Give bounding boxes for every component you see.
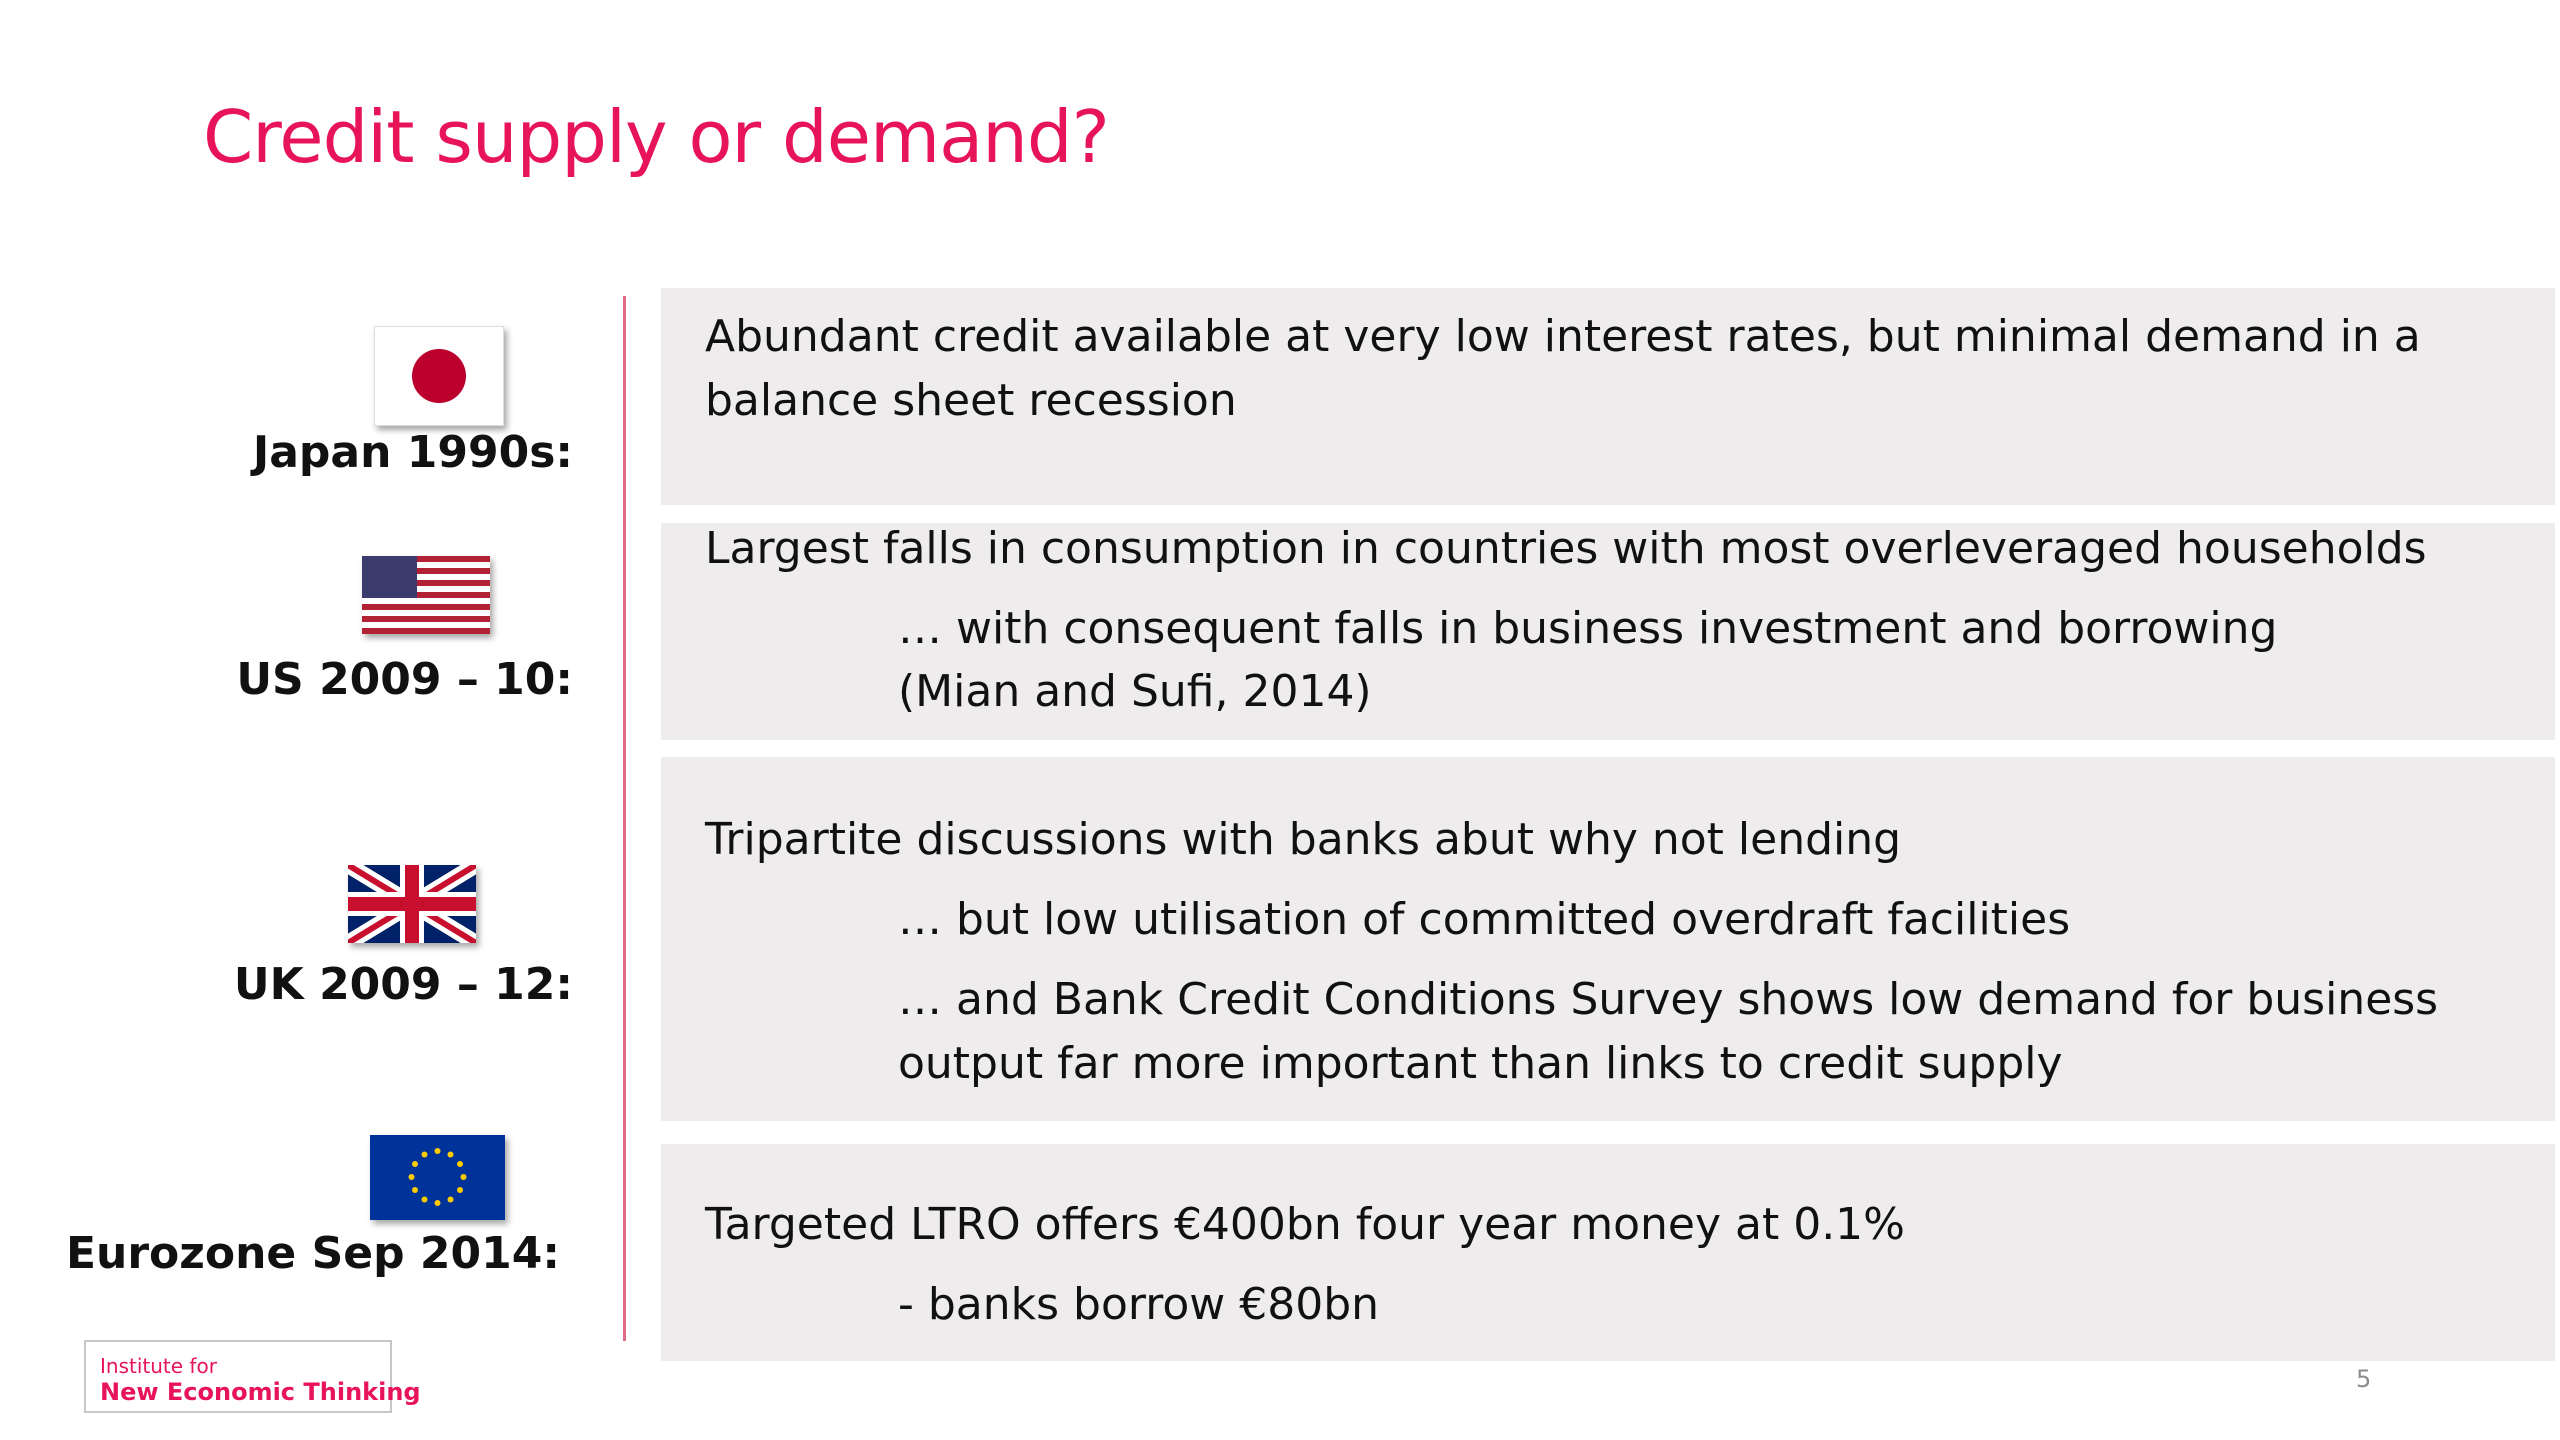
- logo-line-1: Institute for: [100, 1354, 217, 1378]
- row-text-line: output far more important than links to credit supply: [898, 1038, 2063, 1089]
- row-country-japan: Japan 1990s:: [252, 427, 573, 478]
- row-panel-us: [661, 523, 2555, 740]
- row-text-line: … with consequent falls in business investment and borrowing: [898, 603, 2278, 654]
- vertical-divider: [623, 296, 626, 1341]
- page-number: 5: [2356, 1365, 2372, 1393]
- slide-title: Credit supply or demand?: [203, 95, 1109, 179]
- us-flag-icon: [362, 556, 490, 634]
- row-panel-japan: [661, 288, 2555, 505]
- row-text-line: … but low utilisation of committed overdraft facilities: [898, 894, 2071, 945]
- row-text-line: (Mian and Sufi, 2014): [898, 666, 1372, 717]
- inet-logo: [84, 1340, 421, 1413]
- row-country-us: US 2009 – 10:: [236, 654, 573, 705]
- row-country-uk: UK 2009 – 12:: [233, 959, 573, 1010]
- row-text-line: Tripartite discussions with banks abut why not lending: [705, 814, 1902, 865]
- row-country-eurozone: Eurozone Sep 2014:: [65, 1228, 560, 1279]
- row-text-line: - banks borrow €80bn: [898, 1279, 1380, 1330]
- row-text-line: Largest falls in consumption in countries with most overleveraged households: [705, 523, 2427, 574]
- row-text-line: balance sheet recession: [705, 375, 1237, 426]
- row-text-line: … and Bank Credit Conditions Survey shows low demand for business: [898, 974, 2439, 1025]
- row-panel-eurozone: [661, 1144, 2555, 1361]
- eu-flag-icon: [370, 1135, 505, 1220]
- logo-line-2: New Economic Thinking: [100, 1378, 421, 1406]
- row-text-line: Targeted LTRO offers €400bn four year money at 0.1%: [705, 1199, 1905, 1250]
- uk-flag-icon: [348, 865, 476, 943]
- row-panel-uk: [661, 757, 2555, 1121]
- japan-flag-icon: [374, 326, 504, 426]
- row-text-line: Abundant credit available at very low interest rates, but minimal demand in a: [705, 311, 2421, 362]
